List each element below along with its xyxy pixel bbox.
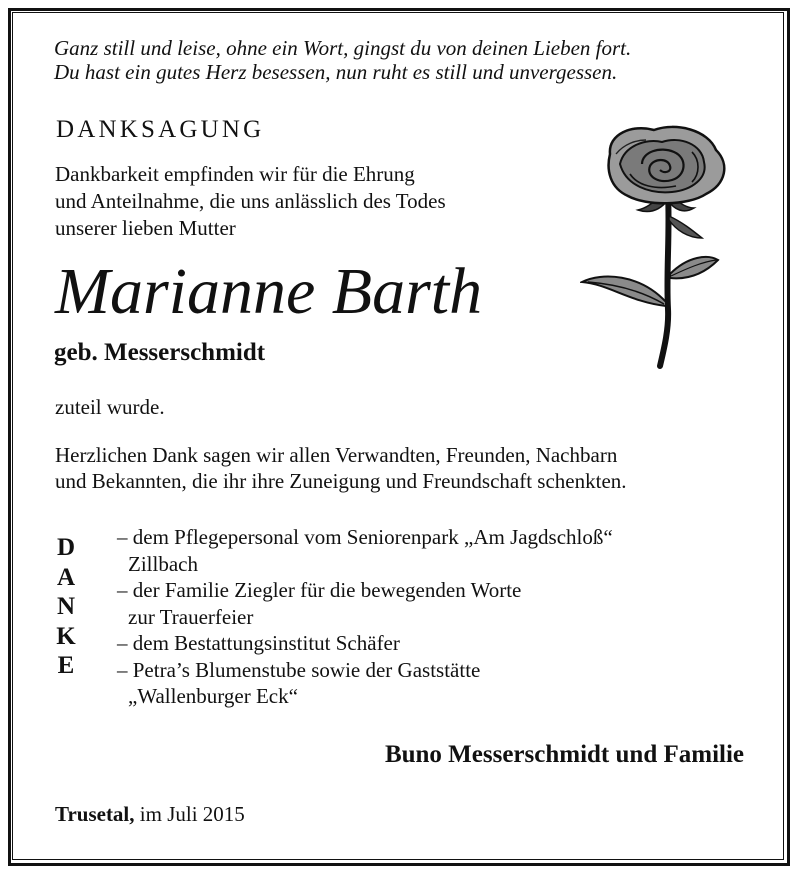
zuteil-text: zuteil wurde. (55, 395, 165, 419)
list-item: – dem Bestattungsinstitut Schäfer (117, 631, 400, 655)
thanks-line-2: und Bekannten, die ihr ihre Zuneigung und Freundschaft schenkten. (55, 469, 627, 493)
danke-vertical (53, 533, 79, 681)
thanks-line-1: Herzlichen Dank sagen wir allen Verwandten, Freunden, Nachbarn (55, 443, 618, 467)
page-title: DANKSAGUNG (56, 116, 265, 143)
thanks-list (117, 524, 757, 710)
danke-letter: A (56, 563, 76, 591)
intro-text (55, 161, 575, 242)
family-signature: Buno Messerschmidt und Familie (384, 741, 744, 768)
place-date (55, 802, 245, 827)
list-item: – der Familie Ziegler für die bewegenden Worte (117, 578, 522, 602)
intro-line-3: unserer lieben Mutter (55, 216, 236, 240)
verse-line-1: Ganz still und leise, ohne ein Wort, gingst du von deinen Lieben fort. (54, 36, 632, 60)
place-name: Trusetal, (55, 802, 135, 826)
list-item-continuation: Zillbach (128, 551, 198, 576)
intro-line-2: und Anteilnahme, die uns anlässlich des Todes (55, 189, 446, 213)
danke-letter: D (56, 534, 76, 561)
list-item-continuation: „Wallenburger Eck“ (128, 684, 298, 708)
thanks-paragraph (55, 442, 775, 494)
intro-line-1: Dankbarkeit empfinden wir für die Ehrung (55, 162, 415, 186)
danke-letter: E (57, 652, 75, 679)
maiden-name: geb. Messerschmidt (54, 339, 266, 366)
list-item: – Petra’s Blumenstube sowie der Gaststätte (117, 657, 481, 682)
list-item-continuation: zur Trauerfeier (128, 604, 254, 629)
danke-letter: N (56, 593, 76, 620)
verse-line-2: Du hast ein gutes Herz besessen, nun ruht es still und unvergessen. (54, 60, 618, 84)
list-item: – dem Pflegepersonal vom Seniorenpark „Am Jagdschloß“ (117, 525, 613, 549)
memorial-verse (54, 36, 754, 84)
deceased-name: Marianne Barth (55, 255, 483, 328)
danke-letter: K (56, 622, 76, 650)
date-text: im Juli 2015 (139, 802, 245, 826)
rose-icon (580, 124, 740, 370)
